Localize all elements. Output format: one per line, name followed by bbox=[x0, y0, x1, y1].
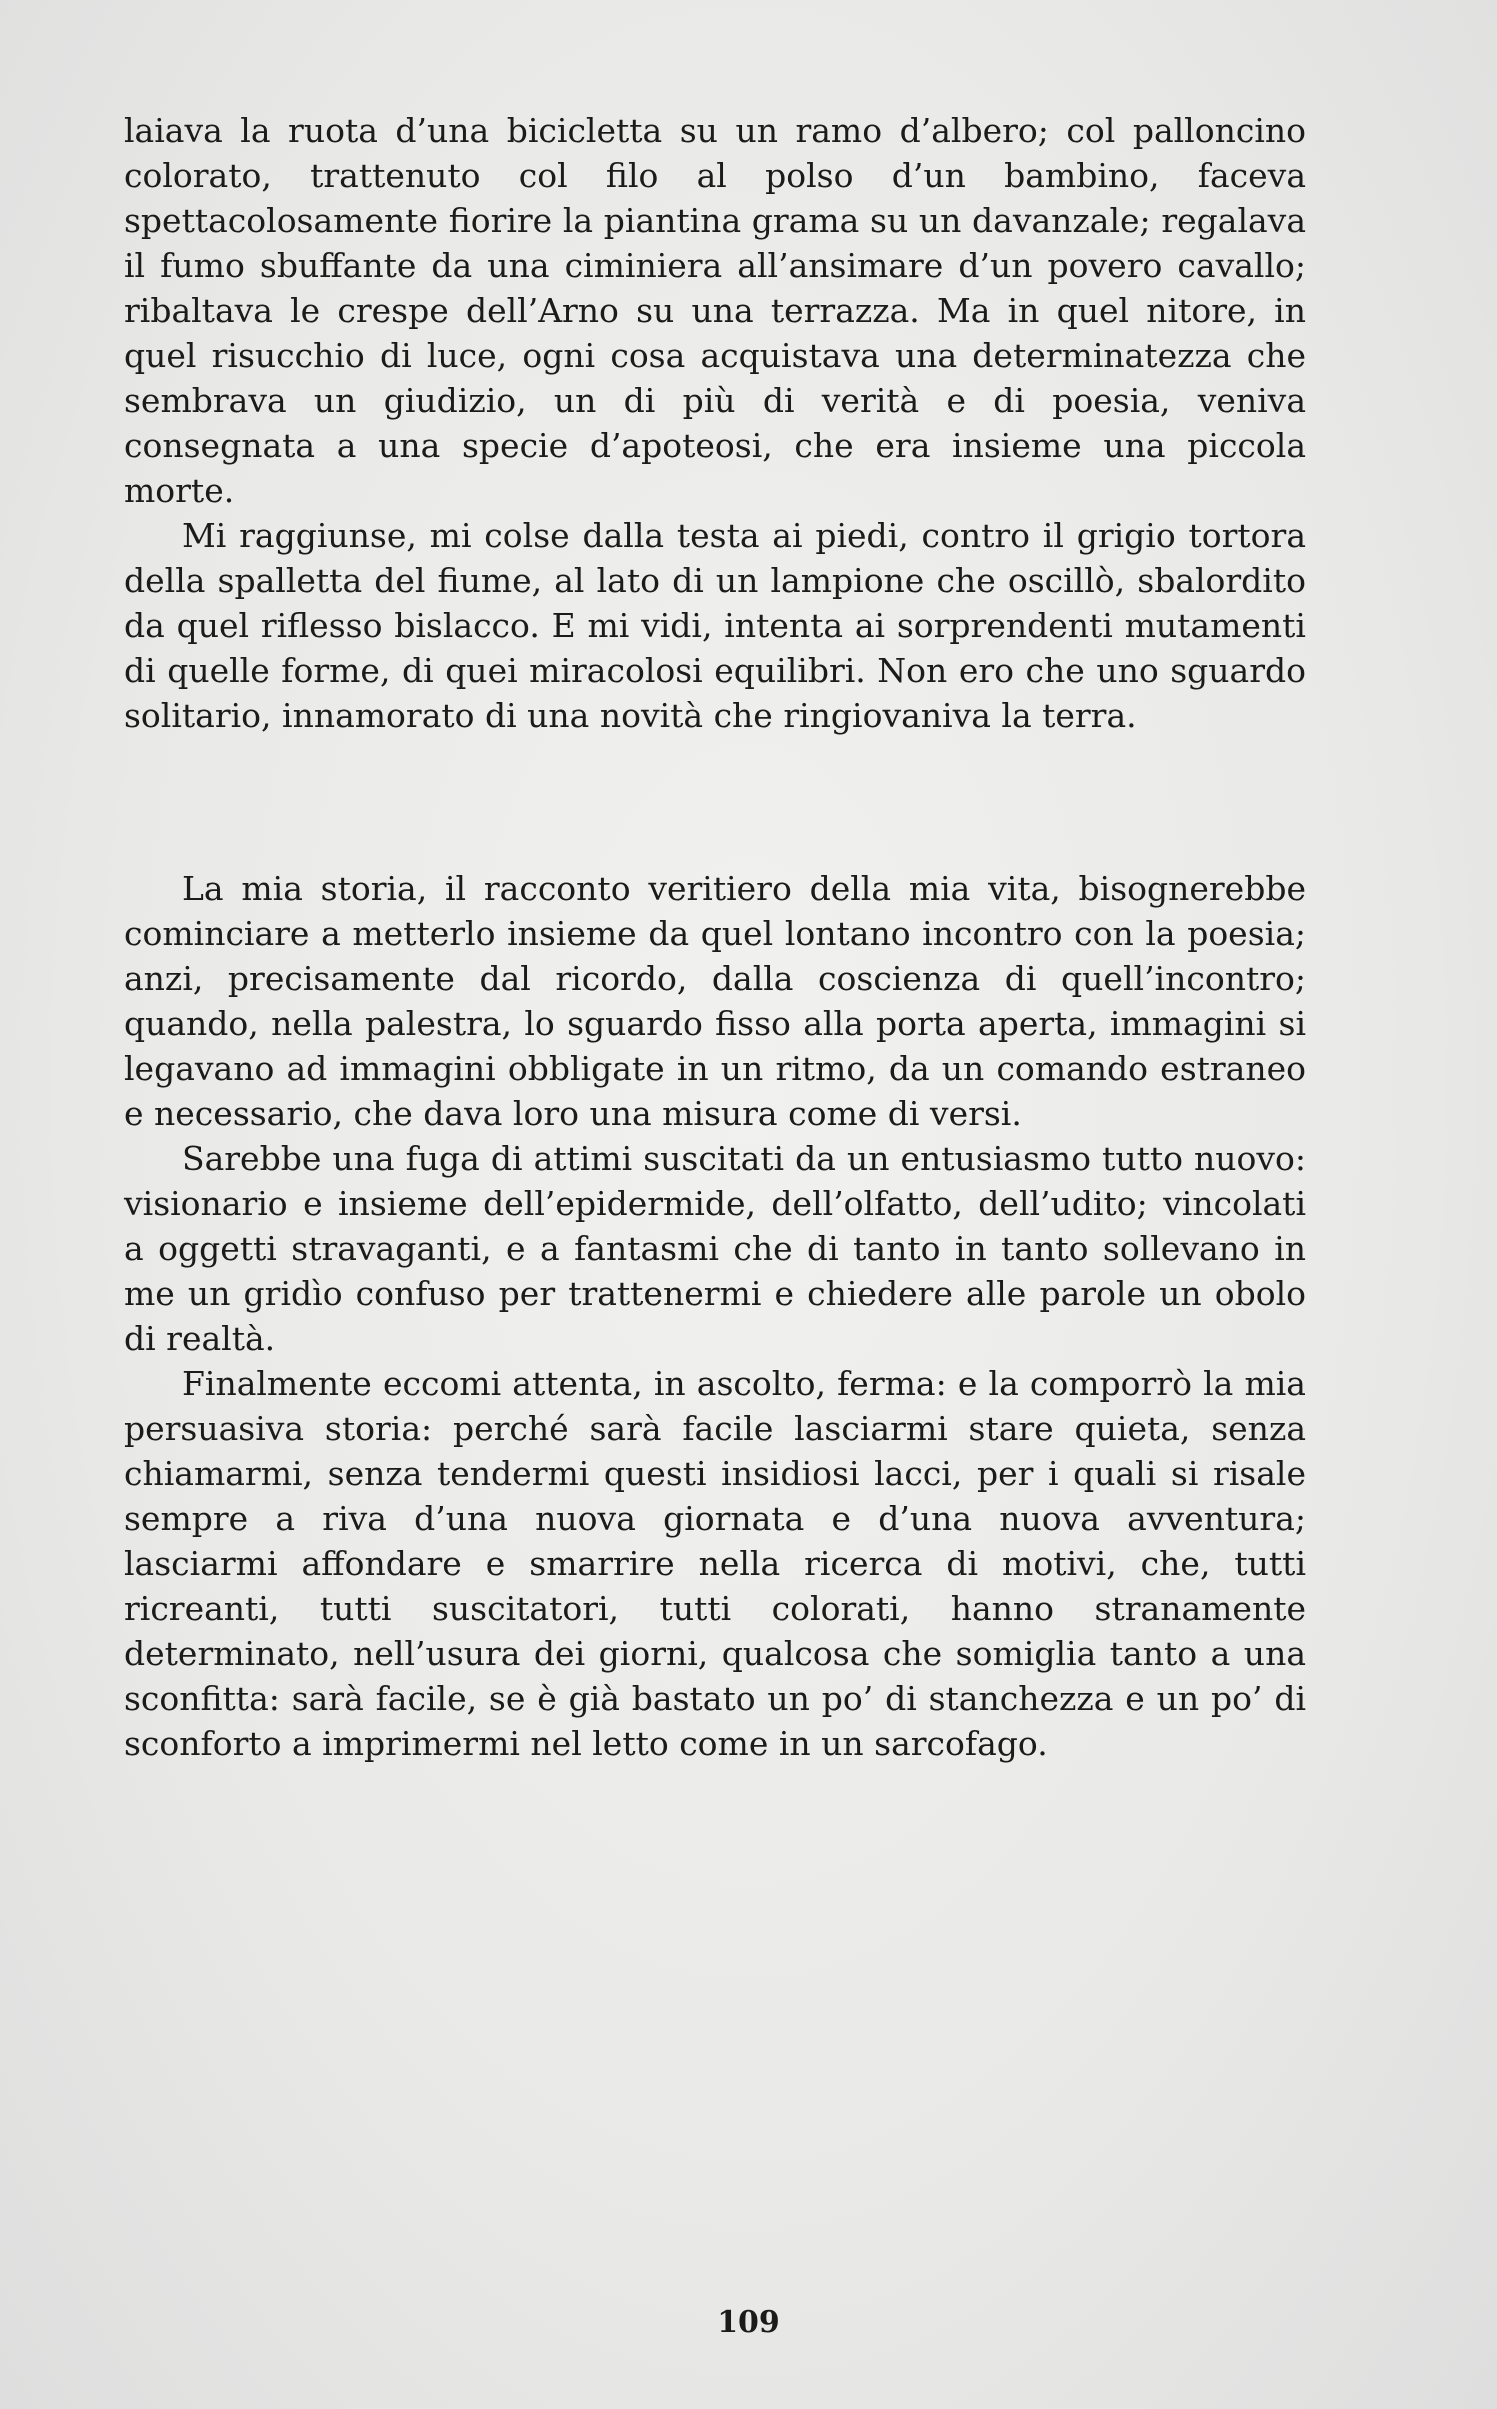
paragraph: Finalmente eccomi attenta, in ascolto, ferma: e la comporrò la mia persuasiva storia: perché sarà facile lasciarmi stare quieta, senza chiamarmi, senza tendermi questi insidiosi lacci, per i quali si risale sempre a riva d’una nuova giornata e d’una nuova avventura; lasciarmi affondare e smarrire nella ricerca di motivi, che, tutti ricreanti, tutti suscitatori, tutti colorati, hanno stranamente determinato, nell’usura dei giorni, qualcosa che somiglia tanto a una sconfitta: sarà facile, se è già bastato un po’ di stanchezza e un po’ di sconforto a imprimermi nel letto come in un sarcofago. bbox=[124, 1364, 1306, 1763]
text-section-2 bbox=[124, 866, 1306, 1766]
page-number: 109 bbox=[717, 2305, 780, 2340]
paragraph-continuation: laiava la ruota d’una bicicletta su un ramo d’albero; col palloncino colorato, trattenuto col filo al polso d’un bambino, faceva spettacolosamente fiorire la piantina grama su un davanzale; regalava il fumo sbuffante da una ciminiera all’ansimare d’un povero cavallo; ribaltava le crespe dell’Arno su una terrazza. Ma in quel nitore, in quel risucchio di luce, ogni cosa acquistava una determinatezza che sembrava un giudizio, un di più di verità e di poesia, veniva consegnata a una specie d’apoteosi, che era insieme una piccola morte. bbox=[124, 111, 1306, 510]
text-section-1 bbox=[124, 108, 1306, 738]
paragraph: Sarebbe una fuga di attimi suscitati da un entusiasmo tutto nuovo: visionario e insieme dell’epidermide, dell’olfatto, dell’udito; vincolati a oggetti stravaganti, e a fantasmi che di tanto in tanto sollevano in me un gridìo confuso per trattenermi e chiedere alle parole un obolo di realtà. bbox=[124, 1139, 1306, 1358]
paragraph: La mia storia, il racconto veritiero della mia vita, bisognerebbe cominciare a metterlo insieme da quel lontano incontro con la poesia; anzi, precisamente dal ricordo, dalla coscienza di quell’incontro; quando, nella palestra, lo sguardo fisso alla porta aperta, immagini si legavano ad immagini obbligate in un ritmo, da un comando estraneo e necessario, che dava loro una misura come di versi. bbox=[124, 869, 1306, 1133]
paragraph: Mi raggiunse, mi colse dalla testa ai piedi, contro il grigio tortora della spalletta del fiume, al lato di un lampione che oscillò, sbalordito da quel riflesso bislacco. E mi vidi, intenta ai sorprendenti mutamenti di quelle forme, di quei miracolosi equilibri. Non ero che uno sguardo solitario, innamorato di una novità che ringiovaniva la terra. bbox=[124, 516, 1306, 735]
